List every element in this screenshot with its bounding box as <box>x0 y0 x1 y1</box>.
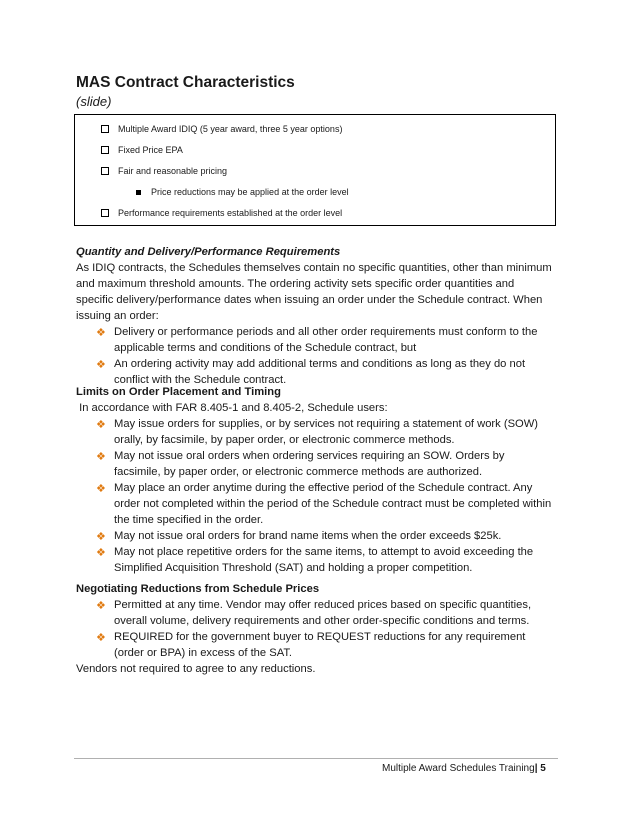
box-item: Fair and reasonable pricing <box>101 166 227 176</box>
diamond-bullet-icon: ❖ <box>96 419 106 431</box>
checkbox-icon <box>101 125 109 133</box>
checkbox-icon <box>101 209 109 217</box>
paragraph-line: specific delivery/performance dates when issuing an order under the Schedule contract. When <box>76 294 543 306</box>
section-heading: Quantity and Delivery/Performance Requirements <box>76 246 341 258</box>
box-item: Fixed Price EPA <box>101 145 183 155</box>
box-item: Multiple Award IDIQ (5 year award, three 5 year options) <box>101 124 342 134</box>
bullet-list <box>76 324 566 388</box>
checkbox-icon <box>101 167 109 175</box>
diamond-bullet-icon: ❖ <box>96 547 106 559</box>
paragraph-line: issuing an order: <box>76 310 159 322</box>
page-number: 5 <box>540 763 546 774</box>
list-item: ❖ Delivery or performance periods and all other order requirements must conform to the applicable terms and conditions of the Schedule contract, but <box>96 326 538 354</box>
diamond-bullet-icon: ❖ <box>96 632 106 644</box>
list-item: ❖ REQUIRED for the government buyer to REQUEST reductions for any requirement (order or BPA) in excess of the SAT. <box>96 631 526 659</box>
characteristics-box <box>74 114 556 226</box>
diamond-bullet-icon: ❖ <box>96 359 106 371</box>
paragraph-line: In accordance with FAR 8.405-1 and 8.405-2, Schedule users: <box>76 402 388 414</box>
footer-separator: | <box>534 763 538 774</box>
list-item: ❖ May issue orders for supplies, or by services not requiring a statement of work (SOW) orally, by facsimile, by paper order, or electronic commerce methods. <box>96 418 539 446</box>
section-heading: Negotiating Reductions from Schedule Prices <box>76 583 320 595</box>
section-heading: Limits on Order Placement and Timing <box>76 386 281 398</box>
page-footer <box>382 763 546 774</box>
section-limits-order-placement <box>76 384 566 576</box>
page-subtitle: (slide) <box>76 94 112 109</box>
list-item: ❖ May not place repetitive orders for the same items, to attempt to avoid exceeding the Simplified Acquisition Threshold (SAT) and holding a proper competition. <box>96 546 534 574</box>
square-bullet-icon <box>136 190 141 195</box>
paragraph-line: and maximum threshold amounts. The ordering activity sets specific order quantities and <box>76 278 515 290</box>
diamond-bullet-icon: ❖ <box>96 531 106 543</box>
box-subitem: Price reductions may be applied at the order level <box>136 187 349 197</box>
section-negotiating-reductions <box>76 581 566 677</box>
diamond-bullet-icon: ❖ <box>96 451 106 463</box>
checkbox-icon <box>101 146 109 154</box>
paragraph-line: Vendors not required to agree to any reductions. <box>76 663 316 675</box>
page-title: MAS Contract Characteristics <box>76 74 295 91</box>
list-item: ❖ An ordering activity may add additional terms and conditions as long as they do not conflict with the Schedule contract. <box>96 358 526 386</box>
section-quantity-delivery <box>76 244 566 388</box>
footer-title: Multiple Award Schedules Training <box>382 763 535 774</box>
diamond-bullet-icon: ❖ <box>96 483 106 495</box>
diamond-bullet-icon: ❖ <box>96 327 106 339</box>
bullet-list <box>76 416 566 576</box>
list-item: ❖ May place an order anytime during the effective period of the Schedule contract. Any order not completed within the period of the Schedule contract must be completed within the time specified in the order. <box>96 482 552 526</box>
box-item: Performance requirements established at the order level <box>101 208 342 218</box>
list-item: ❖ May not issue oral orders for brand name items when the order exceeds $25k. <box>96 530 502 543</box>
diamond-bullet-icon: ❖ <box>96 600 106 612</box>
list-item: ❖ Permitted at any time. Vendor may offer reduced prices based on specific quantities, overall volume, delivery requirements and other order-specific conditions and terms. <box>96 599 532 627</box>
footer-divider <box>74 758 558 759</box>
paragraph-line: As IDIQ contracts, the Schedules themselves contain no specific quantities, other than minimum <box>76 262 552 274</box>
list-item: ❖ May not issue oral orders when ordering services requiring an SOW. Orders by facsimile, by paper order, or electronic commerce methods are authorized. <box>96 450 505 478</box>
bullet-list <box>76 597 566 661</box>
